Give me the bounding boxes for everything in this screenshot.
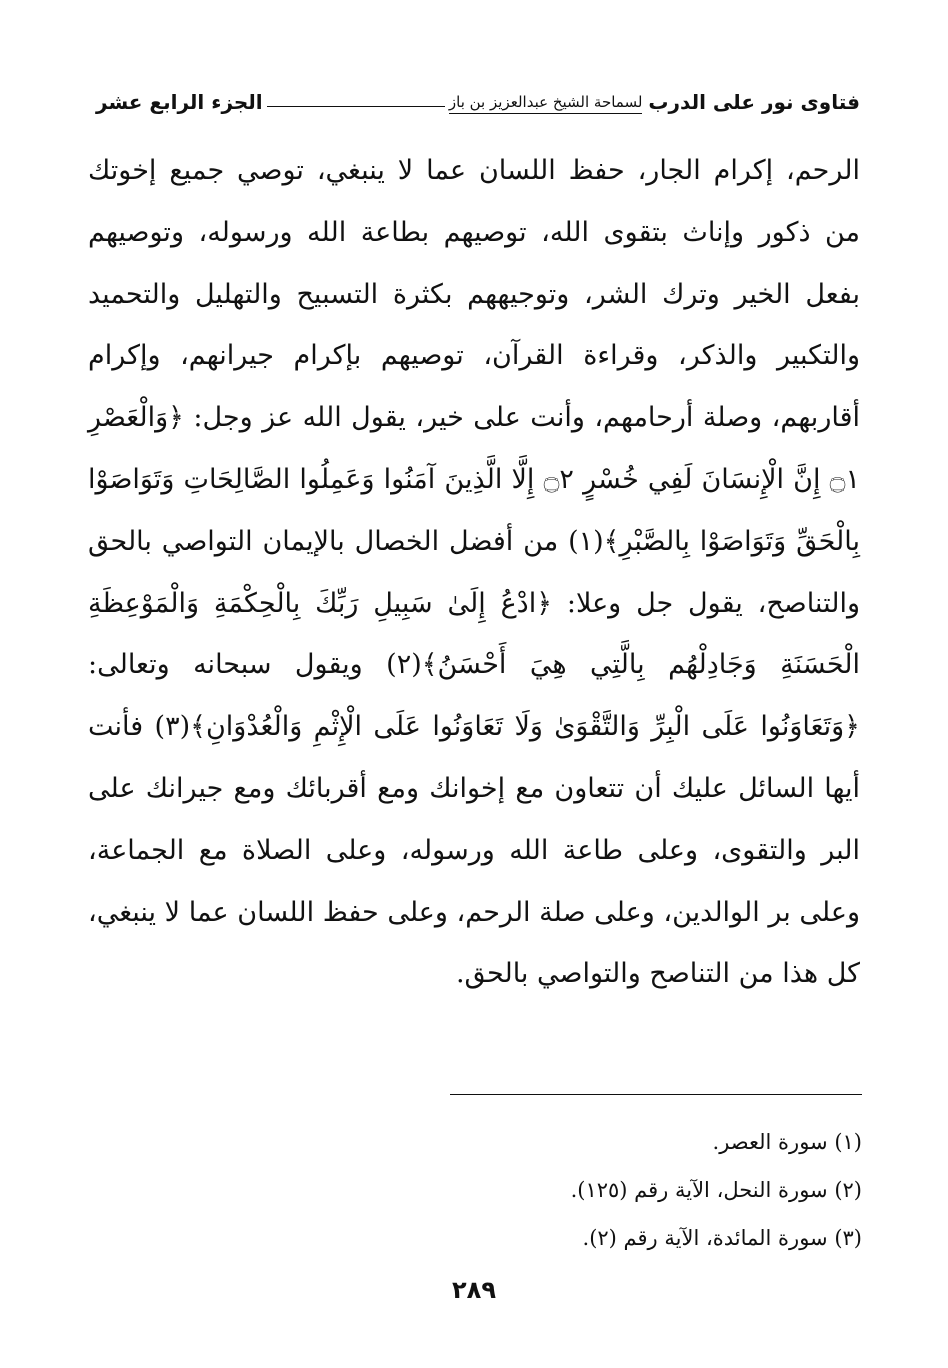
footnote-3: (٣) سورة المائدة، الآية رقم (٢). xyxy=(582,1226,862,1250)
running-header xyxy=(96,78,860,114)
header-title-group xyxy=(449,90,860,114)
author-name: لسماحة الشيخ عبدالعزيز بن باز xyxy=(449,93,643,114)
footnote-separator xyxy=(450,1094,862,1095)
page-number: ٢٨٩ xyxy=(452,1276,496,1304)
book-title: فتاوى نور على الدرب xyxy=(648,90,860,114)
main-text xyxy=(88,140,860,1005)
header-rule xyxy=(267,106,445,107)
footnote-1: (١) سورة العصر. xyxy=(712,1130,862,1154)
body-paragraph: الرحم، إكرام الجار، حفظ اللسان عما لا ينبغي، توصي جميع إخوتك من ذكور وإناث بتقوى الله، توصيهم بطاعة الله ورسوله، وتوصيهم بفعل الخير وترك الشر، وتوجيههم بكثرة التسبيح والتهليل والتحميد والتكبير والذكر، وقراءة القرآن، توصيهم بإكرام جيرانهم، وإكرام أقاربهم، وصلة أرحامهم، وأنت على خير، يقول الله عز وجل: ﴿وَالْعَصْرِ ۝١ إِنَّ الْإِنسَانَ لَفِي خُسْرٍ ۝٢ إِلَّا الَّذِينَ آمَنُوا وَعَمِلُوا الصَّالِحَاتِ وَتَوَاصَوْا بِالْحَقِّ وَتَوَاصَوْا بِالصَّبْرِ﴾(١) من أفضل الخصال بالإيمان التواصي بالحق والتناصح، يقول جل وعلا: ﴿ادْعُ إِلَىٰ سَبِيلِ رَبِّكَ بِالْحِكْمَةِ وَالْمَوْعِظَةِ الْحَسَنَةِ وَجَادِلْهُم بِالَّتِي هِيَ أَحْسَنُ﴾(٢) ويقول سبحانه وتعالى: ﴿وَتَعَاوَنُوا عَلَى الْبِرِّ وَالتَّقْوَىٰ وَلَا تَعَاوَنُوا عَلَى الْإِثْمِ وَالْعُدْوَانِ﴾(٣) فأنت أيها السائل عليك أن تتعاون مع إخوانك ومع أقربائك ومع جيرانك على البر والتقوى، وعلى طاعة الله ورسوله، وعلى الصلاة مع الجماعة، وعلى بر الوالدين، وعلى صلة الرحم، وعلى حفظ اللسان عما لا ينبغي، كل هذا من التناصح والتواصي بالحق. xyxy=(88,155,860,990)
footnotes xyxy=(362,1118,862,1262)
footnote-2: (٢) سورة النحل، الآية رقم (١٢٥). xyxy=(570,1178,862,1202)
volume-part: الجزء الرابع عشر xyxy=(96,90,263,114)
